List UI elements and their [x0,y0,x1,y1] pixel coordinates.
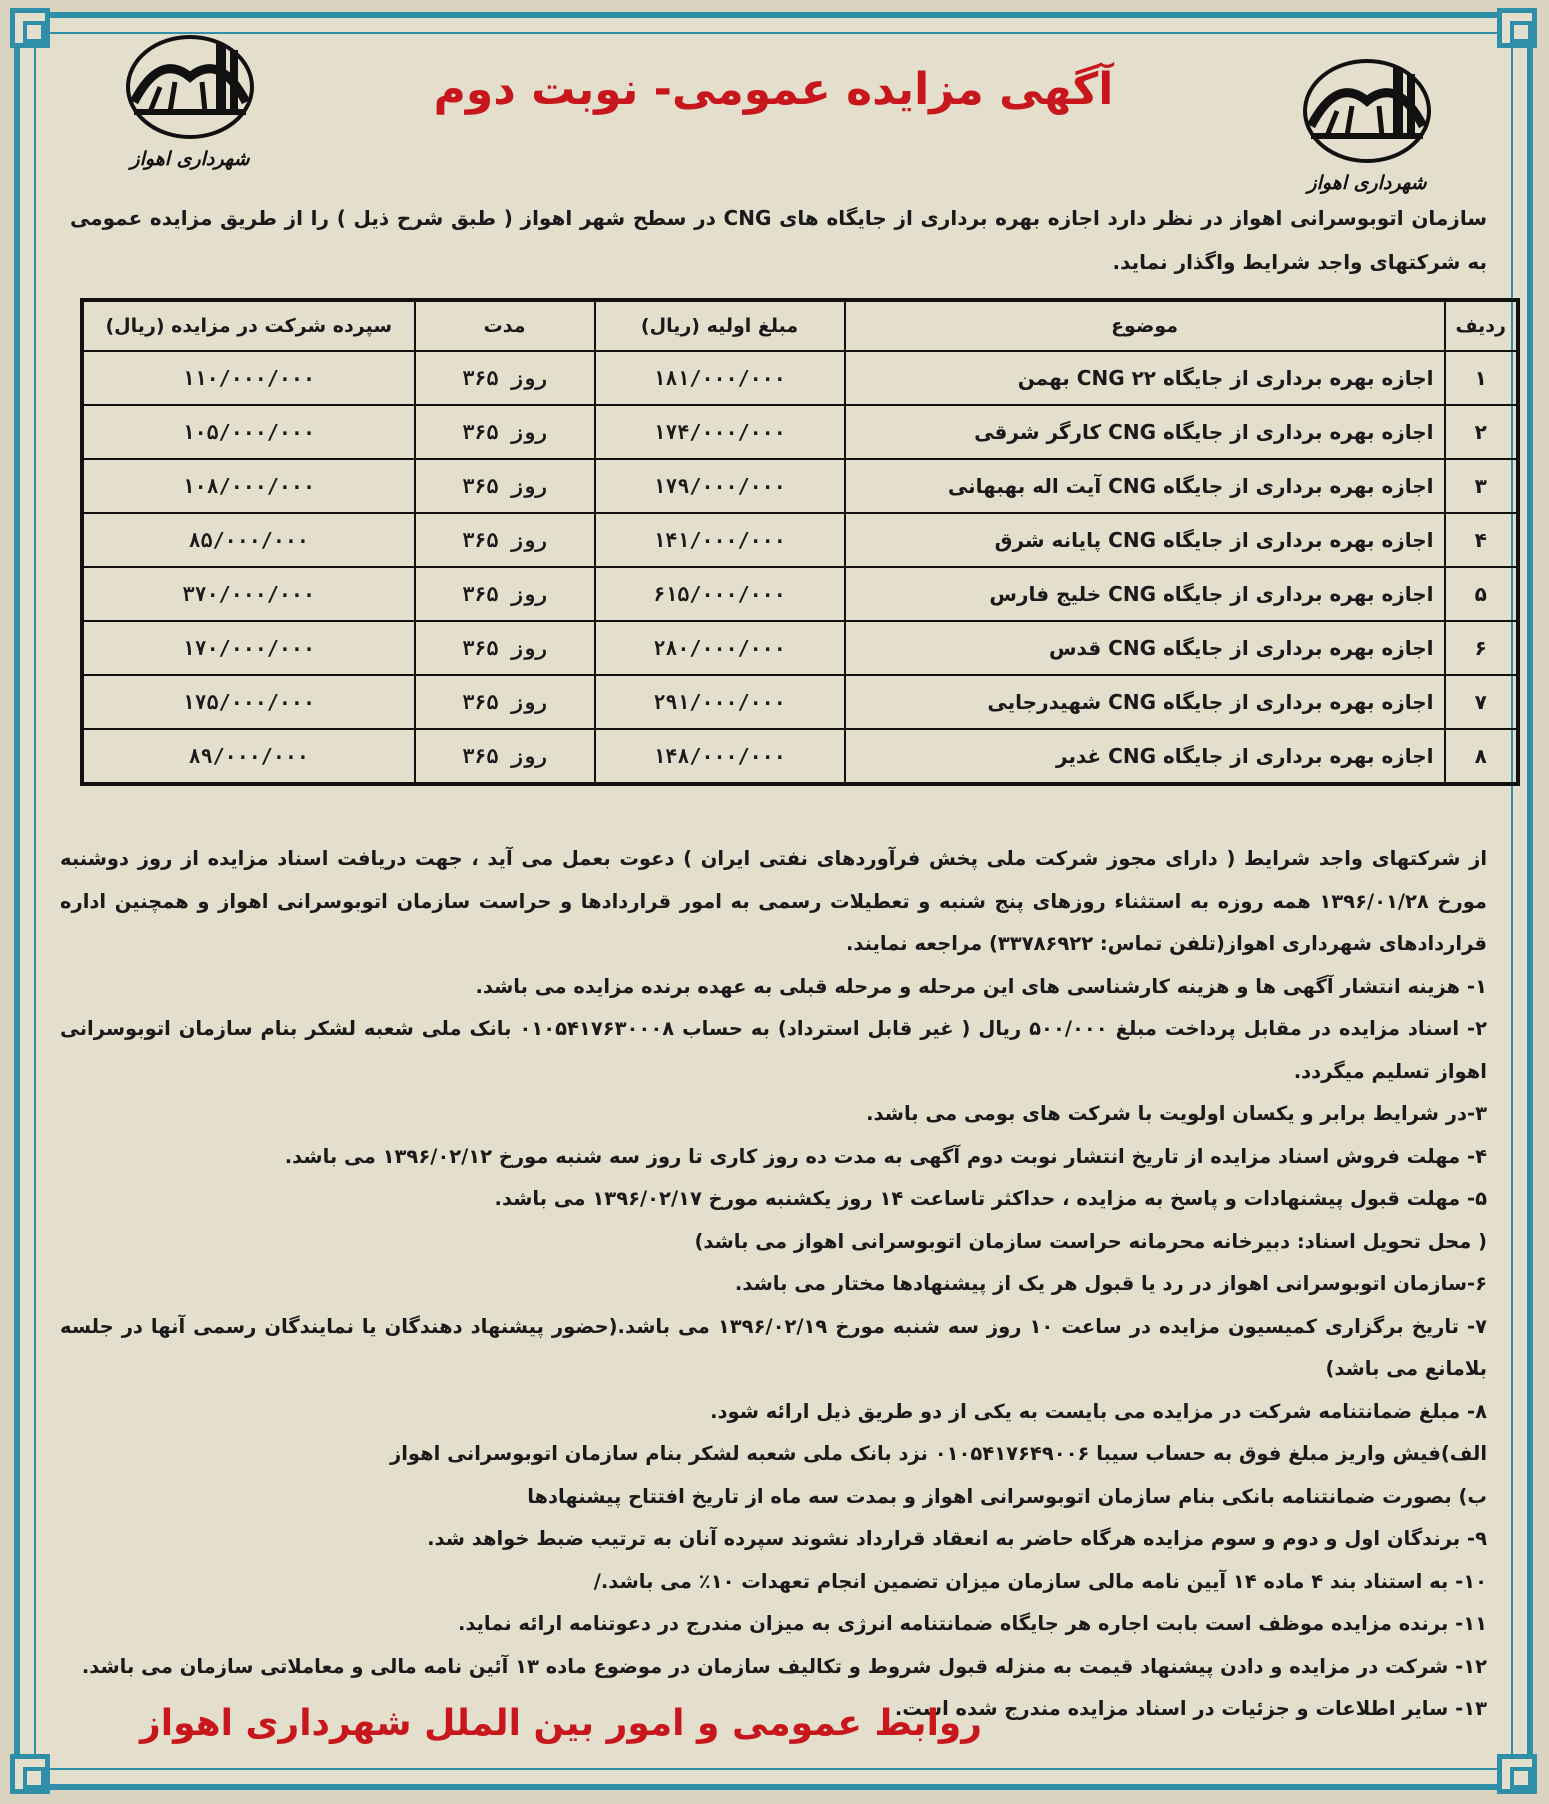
row-subject: اجازه بهره برداری از جایگاه CNG شهیدرجایی [845,675,1445,729]
term-item: ۱۳- سایر اطلاعات و جزئیات در اسناد مزایده مندرج شده است. [894,1697,1487,1720]
term-item: ۱- هزینه انتشار آگهی ها و هزینه کارشناسی های این مرحله و مرحله قبلی به عهده برنده مزایده می باشد. [475,974,1487,998]
table-row [82,351,1518,405]
row-deposit: ۳۷۰/۰۰۰/۰۰۰ [82,567,415,621]
table-row [82,729,1518,784]
row-number: ۱ [1445,351,1518,405]
term-item: ۱۲- شرکت در مزایده و دادن پیشنهاد قیمت به منزله قبول شروط و تکالیف سازمان در موضوع ماده ۱۳ آئین نامه مالی و معاملاتی سازمان می باشد. [81,1654,1487,1678]
row-deposit: ۱۰۵/۰۰۰/۰۰۰ [82,405,415,459]
term-item: ۹- برندگان اول و دوم و سوم مزایده هرگاه حاضر به انعقاد قرارداد نشوند سپرده آنان به ترتیب ضبط خواهد شد. [427,1527,1487,1550]
intro-paragraph: سازمان اتوبوسرانی اهواز در نظر دارد اجازه بهره برداری از جایگاه های CNG در سطح شهر اهواز ( طبق شرح ذیل ) را از طریق مزایده عمومی به شرکتهای واجد شرایط واگذار نماید. [70,206,1487,274]
row-subject: اجازه بهره برداری از جایگاه CNG ۲۲ بهمن [845,351,1445,405]
frame-corner-ornament [10,1754,50,1794]
row-duration: ۳۶۵ روز [415,729,595,784]
row-base-price: ۱۷۹/۰۰۰/۰۰۰ [595,459,845,513]
table-row [82,459,1518,513]
table-row [82,675,1518,729]
row-base-price: ۱۷۴/۰۰۰/۰۰۰ [595,405,845,459]
row-duration: ۳۶۵ روز [415,405,595,459]
row-number: ۶ [1445,621,1518,675]
table-row [82,513,1518,567]
terms-section [60,838,1487,1731]
term-item: ۶-سازمان اتوبوسرانی اهواز در رد یا قبول هر یک از پیشنهادها مختار می باشد. [734,1272,1487,1295]
term-item: ۸- مبلغ ضمانتنامه شرکت در مزایده می بایست به یکی از دو طریق ذیل ارائه شود. [710,1399,1487,1423]
row-duration: ۳۶۵ روز [415,351,595,405]
row-deposit: ۸۵/۰۰۰/۰۰۰ [82,513,415,567]
row-subject: اجازه بهره برداری از جایگاه CNG قدس [845,621,1445,675]
row-deposit: ۱۱۰/۰۰۰/۰۰۰ [82,351,415,405]
row-subject: اجازه بهره برداری از جایگاه CNG خلیج فارس [845,567,1445,621]
column-header-row: ردیف [1445,300,1518,351]
column-header-base-price: مبلغ اولیه (ریال) [595,300,845,351]
row-base-price: ۲۸۰/۰۰۰/۰۰۰ [595,621,845,675]
notice-sheet [14,12,1533,1790]
term-item: ۵- مهلت قبول پیشنهادات و پاسخ به مزایده ، حداکثر تاساعت ۱۴ روز یکشنبه مورخ ۱۳۹۶/۰۲/۱۷ می باشد. [494,1187,1487,1210]
column-header-deposit: سپرده شرکت در مزایده (ریال) [82,300,415,351]
row-subject: اجازه بهره برداری از جایگاه CNG آیت اله بهبهانی [845,459,1445,513]
row-base-price: ۱۴۱/۰۰۰/۰۰۰ [595,513,845,567]
row-deposit: ۱۷۰/۰۰۰/۰۰۰ [82,621,415,675]
row-deposit: ۱۷۵/۰۰۰/۰۰۰ [82,675,415,729]
row-deposit: ۱۰۸/۰۰۰/۰۰۰ [82,459,415,513]
row-duration: ۳۶۵ روز [415,621,595,675]
row-number: ۳ [1445,459,1518,513]
term-item: ۷- تاریخ برگزاری کمیسیون مزایده در ساعت ۱۰ روز سه شنبه مورخ ۱۳۹۶/۰۲/۱۹ می باشد.(حضور پیشنهاد دهندگان یا نمایندگان رسمی آنها در جلسه بلامانع می باشد) [60,1314,1487,1380]
logo-caption: شهرداری اهواز [130,148,250,170]
row-subject: اجازه بهره برداری از جایگاه CNG کارگر شرقی [845,405,1445,459]
row-subject: اجازه بهره برداری از جایگاه CNG پایانه شرق [845,513,1445,567]
row-base-price: ۶۱۵/۰۰۰/۰۰۰ [595,567,845,621]
row-subject: اجازه بهره برداری از جایگاه CNG غدیر [845,729,1445,784]
row-base-price: ۱۴۸/۰۰۰/۰۰۰ [595,729,845,784]
logo-caption: شهرداری اهواز [1307,172,1427,194]
term-item: ۳-در شرایط برابر و یکسان اولویت با شرکت های بومی می باشد. [866,1102,1487,1125]
footer-signature: روابط عمومی و امور بین الملل شهرداری اهواز [140,1703,983,1744]
row-duration: ۳۶۵ روز [415,675,595,729]
row-number: ۸ [1445,729,1518,784]
invitation-paragraph: از شرکتهای واجد شرایط ( دارای مجوز شرکت ملی پخش فرآوردهای نفتی ایران ) دعوت بعمل می آید ، جهت دریافت اسناد مزایده از روز دوشنبه مورخ ۱۳۹۶/۰۱/۲۸ همه روزه به استثناء روزهای پنج شنبه و تعطیلات رسمی به امور قراردادها و حراست سازمان اتوبوسرانی اهواز و همچنین اداره قراردادهای شهرداری اهواز(تلفن تماس: ۳۳۷۸۶۹۲۲) مراجعه نمایند. [60,847,1487,955]
row-base-price: ۲۹۱/۰۰۰/۰۰۰ [595,675,845,729]
term-item: ۱۱- برنده مزایده موظف است بابت اجاره هر جایگاه ضمانتنامه انرژی به میزان مندرج در دعوتنامه ارائه نماید. [457,1612,1487,1635]
table-row [82,567,1518,621]
row-base-price: ۱۸۱/۰۰۰/۰۰۰ [595,351,845,405]
column-header-subject: موضوع [845,300,1445,351]
table-header-row [82,300,1518,351]
term-item: ( محل تحویل اسناد: دبیرخانه محرمانه حراست سازمان اتوبوسرانی اهواز می باشد) [694,1229,1487,1253]
frame-corner-ornament [10,8,50,48]
row-deposit: ۸۹/۰۰۰/۰۰۰ [82,729,415,784]
row-duration: ۳۶۵ روز [415,513,595,567]
row-number: ۵ [1445,567,1518,621]
row-duration: ۳۶۵ روز [415,567,595,621]
term-item: ۴- مهلت فروش اسناد مزایده از تاریخ انتشار نوبت دوم آگهی به مدت ده روز کاری تا روز سه شنبه مورخ ۱۳۹۶/۰۲/۱۲ می باشد. [284,1144,1487,1168]
term-item: ۲- اسناد مزایده در مقابل پرداخت مبلغ ۵۰۰/۰۰۰ ریال ( غیر قابل استرداد) به حساب ۰۱۰۵۴۱۷۶۳۰۰۰۸ بانک ملی شعبه لشکر بنام سازمان اتوبوسرانی اهواز تسلیم میگردد. [60,1017,1487,1083]
frame-corner-ornament [1497,8,1537,48]
term-item: ب) بصورت ضمانتنامه بانکی بنام سازمان اتوبوسرانی اهواز و بمدت سه ماه از تاریخ افتتاح پیشنهادها [527,1484,1487,1508]
page-title: آگهی مزایده عمومی- نوبت دوم [433,64,1114,115]
row-number: ۴ [1445,513,1518,567]
term-item: الف)فیش واریز مبلغ فوق به حساب سیبا ۰۱۰۵۴۱۷۶۴۹۰۰۶ نزد بانک ملی شعبه لشکر بنام سازمان اتوبوسرانی اهواز [390,1442,1487,1465]
row-number: ۷ [1445,675,1518,729]
frame-corner-ornament [1497,1754,1537,1794]
column-header-duration: مدت [415,300,595,351]
auction-items-table [80,298,1520,786]
term-item: ۱۰- به استناد بند ۴ ماده ۱۴ آیین نامه مالی سازمان میزان تضمین انجام تعهدات ۱۰٪ می باشد./ [593,1569,1487,1593]
row-number: ۲ [1445,405,1518,459]
table-row [82,621,1518,675]
row-duration: ۳۶۵ روز [415,459,595,513]
table-row [82,405,1518,459]
